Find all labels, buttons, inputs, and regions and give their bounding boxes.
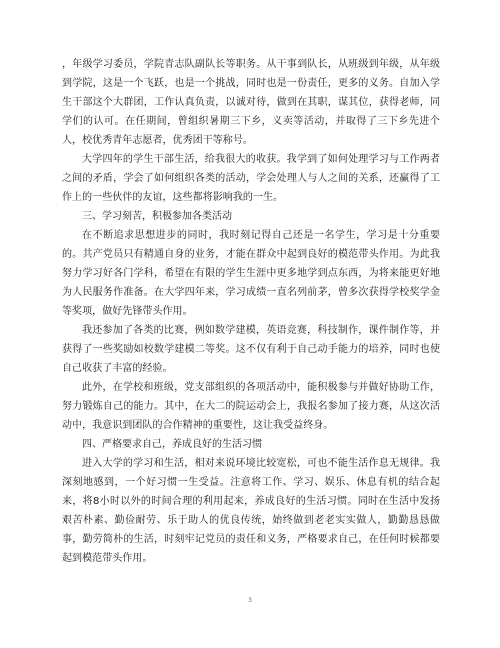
section-heading-study: 三、学习刻苦，积极参加各类活动: [82, 211, 232, 222]
page-number: 3: [248, 597, 252, 604]
paragraph-living-habits: 进入大学的学习和生活，相对来说环境比较宽松，可也不能生活作息无规律。我深刻地感到，一个好习惯一生受益。注意将工作、学习、娱乐、休息有机的结合起来，将8小时以外的时间合理的利用起来，养成良好的生活习惯。同时在生活中发扬艰苦朴素、勤俭耐劳、乐于助人的优良传统，始终做到老老实实做人，勤勤恳恳做事，勤劳简朴的生活，时刻牢记党员的责任和义务，严格要求自己，在任何时候都要起到模范带头作用。: [62, 458, 440, 564]
paragraph-competitions: 我还参加了各类的比赛，例如数学建模，英语竞赛，科技制作，课件制作等，并获得了一些奖励如校数学建模二等奖。这不仅有利于自己动手能力的培养，同时也使自己收获了丰富的经验。: [62, 325, 440, 374]
paragraph-study-progress: 在不断追求思想进步的同时，我时刻记得自己还是一名学生，学习是十分重要的。共产党员只有精通自身的业务，才能在群众中起到良好的模范带头作用。为此我努力学习好各门学科，希望在有限的学生生涯中更多地学到点东西，为将来能更好地为人民服务作准备。在大学四年来，学习成绩一直名列前茅，曾多次获得学校奖学金等奖项，做好先锋带头作用。: [62, 230, 440, 317]
paragraph-activities: 此外，在学校和班级，党支部组织的各项活动中，能积极参与并做好协助工作，努力锻炼自己的能力。其中，在大二的院运动会上，我报名参加了接力赛，从这次活动中，我意识到团队的合作精神的重要性，这让我受益终身。: [62, 382, 440, 431]
document-body: [62, 55, 440, 568]
paragraph-cadre-harvest: 大学四年的学生干部生活，给我很大的收获。我学到了如何处理学习与工作两者之间的矛盾，学会了如何组织各类的活动，学会处理人与人之间的关系，还赢得了工作上的一些伙伴的友谊，这些都将影响我的一生。: [62, 154, 440, 203]
paragraph-student-cadre-roles: ，年级学习委员，学院青志队副队长等职务。从干事到队长，从班级到年级，从年级到学院，这是一个飞跃，也是一个挑战，同时也是一份责任，更多的义务。自加入学生干部这个大群团，工作认真负责，以诚对待，做到在其职，谋其位，获得老师，同学们的认可。在任期间，曾组织暑期三下乡，义卖等活动，并取得了三下乡先进个人，校优秀青年志愿者，优秀团干等称号。: [62, 59, 440, 146]
section-heading-habits: 四、严格要求自己，养成良好的生活习惯: [82, 439, 262, 450]
